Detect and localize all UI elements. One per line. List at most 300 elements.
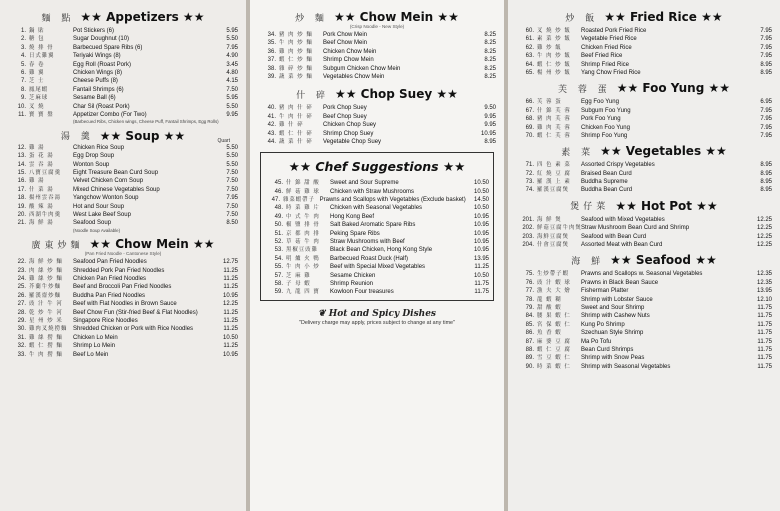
item-name: Seafood Soup bbox=[73, 220, 112, 227]
item-price: 9.95 bbox=[484, 122, 496, 129]
item-number: 87. bbox=[525, 338, 534, 345]
item-name: Sesame Ball (6) bbox=[73, 95, 116, 102]
item-number: 46. bbox=[274, 188, 283, 195]
hot-pot-section bbox=[516, 199, 772, 250]
item-chinese-name: 海鮮豆腐煲 bbox=[537, 233, 569, 240]
item-number: 84. bbox=[525, 313, 534, 320]
item-chinese-name: 魚 香 蝦 bbox=[537, 330, 562, 337]
menu-item-list bbox=[516, 270, 772, 371]
item-number: 62. bbox=[525, 44, 534, 51]
appetizers-section bbox=[8, 10, 238, 125]
item-name: Cheese Puffs (8) bbox=[73, 78, 118, 85]
menu-item-list bbox=[516, 98, 772, 140]
item-number: 60. bbox=[525, 28, 534, 34]
item-price: 11.25 bbox=[223, 317, 238, 324]
seafood-section bbox=[516, 253, 772, 371]
item-name: Straw Mushrooms with Beef bbox=[330, 239, 405, 246]
menu-item bbox=[516, 321, 772, 329]
seafood-heading: ★★ Seafood ★★ bbox=[610, 253, 717, 268]
item-name: Chicken with Straw Mushrooms bbox=[330, 188, 415, 195]
item-number: 50. bbox=[274, 222, 283, 229]
item-chinese-name: 雞 肉 芙 蓉 bbox=[537, 124, 571, 131]
item-chinese-name: 生炒帶子蝦 bbox=[537, 271, 569, 278]
item-number: 17. bbox=[17, 186, 26, 193]
menu-item bbox=[258, 130, 496, 138]
item-number: 51. bbox=[274, 230, 283, 237]
item-number: 20. bbox=[17, 211, 26, 218]
chop-suey-cn-heading: 什 碎 bbox=[296, 90, 329, 101]
item-number: 48. bbox=[274, 205, 283, 212]
item-chinese-name: 雜菜蝦帶子 bbox=[282, 197, 315, 204]
menu-panel-left bbox=[0, 0, 246, 511]
item-name: Beef Chow Fun (Stir-fried Beef & Flat Noodles) bbox=[73, 309, 198, 316]
menu-item bbox=[516, 329, 772, 337]
menu-item bbox=[8, 342, 238, 350]
item-number: 36. bbox=[267, 48, 276, 55]
item-price: 7.50 bbox=[226, 86, 238, 93]
item-price: 13.95 bbox=[473, 255, 489, 262]
item-name: Yang Chow Fried Rice bbox=[581, 69, 641, 76]
item-number: 33. bbox=[17, 351, 26, 358]
item-number: 22. bbox=[17, 259, 26, 266]
item-number: 69. bbox=[525, 124, 534, 131]
item-price: 10.95 bbox=[222, 351, 238, 358]
menu-item bbox=[258, 48, 496, 56]
menu-item-list bbox=[258, 31, 496, 81]
item-price: 12.25 bbox=[222, 301, 238, 308]
item-price: 14.50 bbox=[473, 197, 489, 204]
menu-item bbox=[8, 258, 238, 266]
item-name: Beef with Special Mixed Vegetables bbox=[330, 264, 426, 271]
item-number: 74. bbox=[525, 187, 534, 194]
item-price: 7.95 bbox=[760, 124, 772, 131]
item-number: 70. bbox=[525, 132, 534, 139]
item-name: Assorted Crispy Vegetables bbox=[581, 162, 655, 169]
item-chinese-name: 春 卷 bbox=[29, 61, 45, 68]
vegetables-cn-heading: 素 菜 bbox=[561, 147, 595, 158]
item-name: Chicken Wings (8) bbox=[73, 69, 123, 76]
menu-item bbox=[516, 98, 772, 106]
soup-note: (Noodle Soup Available) bbox=[73, 227, 121, 233]
item-price: 11.75 bbox=[474, 289, 489, 296]
appetizer-combo-note: (Barbecued Ribs, Chicken wings, Cheese Puff, Fantail Shrimps, Egg Rolls) bbox=[73, 119, 219, 125]
item-name: Vegetable Chop Suey bbox=[323, 138, 382, 145]
item-price: 7.95 bbox=[760, 116, 772, 123]
menu-item bbox=[516, 124, 772, 132]
item-number: 15. bbox=[17, 169, 26, 176]
item-number: 34. bbox=[267, 32, 276, 38]
menu-item-list bbox=[8, 144, 238, 228]
item-name: Szechuan Style Shrimp bbox=[581, 330, 644, 337]
item-name: Yangchow Wonton Soup bbox=[73, 195, 139, 202]
item-number: 6. bbox=[20, 69, 26, 76]
item-number: 19. bbox=[17, 203, 26, 210]
item-number: 45. bbox=[274, 180, 283, 187]
item-name: Egg Roll (Roast Pork) bbox=[73, 61, 132, 68]
menu-item bbox=[8, 44, 238, 52]
menu-item bbox=[8, 211, 238, 219]
item-name: Eight Treasure Bean Curd Soup bbox=[73, 169, 159, 176]
item-name: Shrimp with Lobster Sauce bbox=[581, 296, 653, 303]
item-name: Black Bean Chicken, Hong Kong Style bbox=[330, 247, 433, 254]
item-price: 12.10 bbox=[756, 296, 772, 303]
item-chinese-name: 牛 肉 炒 飯 bbox=[537, 53, 571, 60]
item-price: 8.95 bbox=[760, 187, 772, 194]
menu-item bbox=[258, 113, 496, 121]
item-price: 7.95 bbox=[760, 36, 772, 43]
hot-spicy-legend bbox=[258, 309, 496, 319]
item-name: Assorted Meat with Bean Curd bbox=[581, 242, 663, 249]
item-number: 49. bbox=[274, 213, 283, 220]
item-name: Vegetables Chow Mein bbox=[323, 73, 385, 80]
item-name: Singapore Rice Noodles bbox=[73, 317, 138, 324]
item-price: 8.95 bbox=[760, 162, 772, 169]
item-chinese-name: 牛 肉 什 碎 bbox=[279, 113, 313, 120]
item-chinese-name: 雞 絲 撈 麵 bbox=[29, 334, 63, 341]
item-price: 8.25 bbox=[484, 73, 496, 80]
item-price: 8.25 bbox=[484, 48, 496, 55]
item-price: 11.25 bbox=[223, 343, 238, 350]
item-number: 71. bbox=[525, 162, 534, 169]
item-number: 66. bbox=[525, 99, 534, 106]
item-name: Mixed Chinese Vegetables Soup bbox=[73, 186, 160, 193]
item-number: 40. bbox=[267, 105, 276, 112]
fried-rice-cn-heading: 炒 飯 bbox=[565, 13, 599, 24]
item-number: 35. bbox=[267, 40, 276, 47]
menu-item bbox=[516, 216, 772, 224]
cantonese-chow-mein-cn-heading: 廣東炒麵 bbox=[31, 240, 84, 251]
menu-item-list bbox=[516, 216, 772, 250]
menu-item bbox=[8, 267, 238, 275]
item-name: Pork Chop Suey bbox=[323, 105, 367, 112]
item-number: 14. bbox=[17, 161, 26, 168]
item-name: West Lake Beef Soup bbox=[73, 211, 131, 218]
item-number: 44. bbox=[267, 138, 276, 145]
item-name: Shrimp with Snow Peas bbox=[581, 355, 645, 362]
item-chinese-name: 鍋 貼 bbox=[29, 28, 45, 34]
item-chinese-name: 鳳尾蝦 bbox=[29, 86, 49, 93]
fried-rice-section bbox=[516, 10, 772, 77]
item-number: 16. bbox=[17, 178, 26, 185]
item-name: Salt Baked Aromatic Spare Ribs bbox=[330, 222, 416, 229]
item-name: Chicken Lo Mein bbox=[73, 334, 118, 341]
soup-section bbox=[8, 129, 238, 233]
menu-item bbox=[8, 52, 238, 60]
item-price: 12.35 bbox=[756, 279, 772, 286]
menu-item bbox=[8, 186, 238, 194]
item-price: 11.75 bbox=[757, 363, 772, 370]
item-chinese-name: 羅 漢 上 素 bbox=[537, 179, 571, 186]
item-number: 85. bbox=[525, 321, 534, 328]
item-name: Fisherman Platter bbox=[581, 288, 629, 295]
item-chinese-name: 芝麻球 bbox=[29, 95, 49, 102]
item-price: 10.95 bbox=[473, 222, 489, 229]
item-chinese-name: 四 色 素 菜 bbox=[537, 162, 571, 169]
item-price: 4.15 bbox=[226, 78, 238, 85]
menu-item bbox=[8, 177, 238, 185]
menu-item bbox=[8, 351, 238, 359]
item-chinese-name: 素 菜 炒 飯 bbox=[537, 36, 571, 43]
menu-item bbox=[516, 241, 772, 249]
item-name: Chicken Pan Fried Noodles bbox=[73, 275, 147, 282]
item-number: 53. bbox=[274, 247, 283, 254]
menu-item bbox=[8, 69, 238, 77]
menu-item bbox=[8, 144, 238, 152]
item-number: 68. bbox=[525, 116, 534, 123]
item-name: Beef Chow Mein bbox=[323, 40, 368, 47]
item-chinese-name: 中 式 牛 肉 bbox=[286, 213, 320, 220]
item-name: Beef and Broccoli Pan Fried Noodles bbox=[73, 284, 172, 291]
item-name: Shrimp Fried Rice bbox=[581, 61, 630, 68]
item-number: 30. bbox=[17, 326, 26, 333]
menu-item bbox=[8, 292, 238, 300]
item-chinese-name: 海 鮮 煲 bbox=[537, 216, 562, 223]
menu-item bbox=[516, 304, 772, 312]
item-number: 18. bbox=[17, 195, 26, 202]
item-price: 3.45 bbox=[226, 61, 238, 68]
item-price: 7.95 bbox=[760, 107, 772, 114]
item-number: 4. bbox=[20, 53, 26, 60]
item-name: Beef Fried Rice bbox=[581, 53, 623, 60]
item-number: 7. bbox=[20, 78, 26, 85]
item-number: 25. bbox=[17, 284, 26, 291]
item-number: 24. bbox=[17, 275, 26, 282]
menu-item bbox=[516, 178, 772, 186]
item-chinese-name: 豬 肉 什 碎 bbox=[279, 105, 313, 112]
menu-item bbox=[8, 300, 238, 308]
item-price: 12.25 bbox=[756, 242, 772, 249]
item-name: Hong Kong Beef bbox=[330, 213, 375, 220]
menu-item bbox=[265, 204, 489, 212]
item-price: 10.50 bbox=[473, 272, 489, 279]
item-name: Shrimp Chow Mein bbox=[323, 57, 374, 64]
menu-item bbox=[516, 132, 772, 140]
item-name: Chicken Foo Yung bbox=[581, 124, 630, 131]
item-name: Buddha Supreme bbox=[581, 179, 628, 186]
cantonese-chow-mein-section bbox=[8, 237, 238, 359]
item-number: 21. bbox=[17, 220, 26, 227]
item-number: 57. bbox=[274, 272, 283, 279]
item-name: Sweet and Sour Supreme bbox=[330, 180, 399, 187]
item-price: 4.80 bbox=[226, 69, 238, 76]
menu-item bbox=[258, 31, 496, 39]
item-price: 12.25 bbox=[756, 225, 772, 232]
item-name: Hot and Sour Soup bbox=[73, 203, 125, 210]
menu-item bbox=[8, 169, 238, 177]
item-number: 2. bbox=[20, 36, 26, 43]
item-name: Seafood Pan Fried Noodles bbox=[73, 259, 147, 266]
item-price: 10.95 bbox=[473, 213, 489, 220]
chow-mein-subtitle: (Crisp Noodle - New Style) bbox=[349, 24, 405, 29]
item-chinese-name: 雞 炒 飯 bbox=[537, 44, 562, 51]
item-chinese-name: 漁 夫 大 燴 bbox=[537, 288, 571, 295]
menu-item bbox=[8, 27, 238, 35]
item-price: 11.25 bbox=[474, 264, 489, 271]
item-name: Sesame Chicken bbox=[330, 272, 376, 279]
item-name: Beef with Flat Noodles in Brown Sauce bbox=[73, 301, 177, 308]
chop-suey-heading: ★★ Chop Suey ★★ bbox=[334, 87, 458, 102]
item-chinese-name: 京 都 肉 排 bbox=[286, 230, 320, 237]
item-chinese-name: 雜 碎 炒 麵 bbox=[279, 65, 313, 72]
item-number: 90. bbox=[525, 363, 534, 370]
hot-spicy-label: Hot and Spicy Dishes bbox=[328, 308, 436, 319]
item-chinese-name: 雞 什 碎 bbox=[279, 122, 304, 129]
item-name: Prawns in Black Bean Sauce bbox=[581, 279, 659, 286]
item-chinese-name: 黑椒豆豉雞 bbox=[286, 247, 318, 254]
item-price: 11.75 bbox=[757, 346, 772, 353]
item-number: 43. bbox=[267, 130, 276, 137]
item-price: 8.25 bbox=[484, 57, 496, 64]
item-number: 5. bbox=[20, 61, 26, 68]
item-chinese-name: 蝦 仁 豆 腐 bbox=[537, 346, 571, 353]
menu-item bbox=[516, 69, 772, 77]
menu-item bbox=[8, 94, 238, 102]
menu-item bbox=[265, 179, 489, 187]
menu-item bbox=[516, 27, 772, 35]
item-price: 6.95 bbox=[760, 99, 772, 106]
item-chinese-name: 什會豆腐煲 bbox=[537, 242, 569, 249]
item-price: 8.95 bbox=[484, 138, 496, 145]
chow-mein-section bbox=[258, 10, 496, 81]
item-chinese-name: 燒 排 骨 bbox=[29, 44, 54, 51]
item-name: Braised Bean Curd bbox=[581, 170, 632, 177]
item-chinese-name: 蝦 仁 什 碎 bbox=[279, 130, 313, 137]
item-chinese-name: 乾 炒 牛 河 bbox=[29, 309, 63, 316]
item-price: 12.25 bbox=[756, 233, 772, 240]
menu-item bbox=[258, 104, 496, 112]
item-number: 59. bbox=[274, 289, 283, 296]
appetizers-heading: ★★ Appetizers ★★ bbox=[80, 10, 205, 24]
vegetables-heading: ★★ Vegetables ★★ bbox=[600, 144, 727, 159]
soup-heading: ★★ Soup ★★ bbox=[99, 128, 186, 143]
menu-item bbox=[265, 188, 489, 196]
item-name: Pork Chow Mein bbox=[323, 32, 368, 38]
item-number: 61. bbox=[525, 36, 534, 43]
item-name: Chicken Chop Suey bbox=[323, 122, 377, 129]
item-chinese-name: 九 龍 四 寶 bbox=[286, 289, 320, 296]
item-number: 39. bbox=[267, 73, 276, 80]
menu-item bbox=[516, 233, 772, 241]
item-name: Prawns and Scallops with Vegetables (Exclude basket) bbox=[319, 197, 466, 204]
menu-item-list bbox=[265, 179, 489, 296]
item-price: 10.50 bbox=[473, 205, 489, 212]
item-name: Shrimp Lo Mein bbox=[73, 343, 116, 350]
item-number: 54. bbox=[274, 255, 283, 262]
item-name: Shrimp Chop Suey bbox=[323, 130, 374, 137]
item-name: Chicken Fried Rice bbox=[581, 44, 632, 51]
item-number: 75. bbox=[525, 271, 534, 278]
item-chinese-name: 肉 絲 炒 麵 bbox=[29, 267, 63, 274]
menu-item bbox=[258, 39, 496, 47]
item-price: 10.95 bbox=[473, 239, 489, 246]
item-name: Vegetable Fried Rice bbox=[581, 36, 637, 43]
item-chinese-name: 海 鮮 炒 麵 bbox=[29, 259, 63, 266]
menu-item bbox=[516, 35, 772, 43]
item-price: 7.95 bbox=[760, 132, 772, 139]
item-chinese-name: 雞 絲 炒 麵 bbox=[29, 275, 63, 282]
hot-pot-cn-heading: 煲仔菜 bbox=[570, 202, 610, 213]
item-name: Shrimp with Cashew Nuts bbox=[581, 313, 650, 320]
menu-panel-right bbox=[508, 0, 780, 511]
item-price: 13.95 bbox=[756, 288, 772, 295]
item-price: 9.50 bbox=[484, 105, 496, 112]
item-price: 12.35 bbox=[756, 271, 772, 278]
item-price: 10.50 bbox=[222, 334, 238, 341]
menu-item bbox=[516, 44, 772, 52]
item-number: 47. bbox=[271, 197, 280, 204]
item-number: 52. bbox=[274, 239, 283, 246]
item-price: 5.50 bbox=[226, 161, 238, 168]
menu-item bbox=[516, 161, 772, 169]
item-chinese-name: 草 菇 牛 肉 bbox=[286, 239, 320, 246]
item-name: Velvet Chicken Corn Soup bbox=[73, 178, 144, 185]
item-name: Shredded Pork Pan Fried Noodles bbox=[73, 267, 165, 274]
menu-item-list bbox=[258, 104, 496, 146]
item-chinese-name: 麻 婆 豆 腐 bbox=[537, 338, 571, 345]
menu-item-list bbox=[516, 27, 772, 77]
menu-item bbox=[516, 270, 772, 278]
item-name: Subgum Foo Yung bbox=[581, 107, 631, 114]
item-chinese-name: 日式雞翼 bbox=[29, 53, 55, 60]
item-number: 38. bbox=[267, 65, 276, 72]
item-price: 11.25 bbox=[223, 309, 238, 316]
item-price: 7.50 bbox=[226, 211, 238, 218]
cantonese-chow-mein-subtitle: (Pan Fried Noodle - Cantonese Style) bbox=[84, 251, 162, 257]
item-price: 9.95 bbox=[484, 113, 496, 120]
item-chinese-name: 雞 湯 bbox=[29, 178, 45, 185]
item-chinese-name: 八寶豆腐羹 bbox=[29, 169, 61, 176]
item-name: Seafood with Bean Curd bbox=[581, 233, 647, 240]
menu-item bbox=[8, 275, 238, 283]
menu-item bbox=[8, 103, 238, 111]
menu-item bbox=[8, 203, 238, 211]
item-name: Kung Po Shrimp bbox=[581, 321, 625, 328]
item-number: 58. bbox=[274, 280, 283, 287]
item-chinese-name: 蝦 仁 炒 麵 bbox=[279, 57, 313, 64]
item-price: 8.25 bbox=[484, 40, 496, 47]
item-name: Teriyaki Wings (8) bbox=[73, 53, 121, 60]
item-chinese-name: 什 錦 甜 酸 bbox=[286, 180, 320, 187]
item-number: 9. bbox=[20, 95, 26, 102]
item-chinese-name: 牛 肉 撈 麵 bbox=[29, 351, 63, 358]
menu-item bbox=[258, 121, 496, 129]
item-number: 28. bbox=[17, 309, 26, 316]
item-chinese-name: 雞 肉 炒 麵 bbox=[279, 48, 313, 55]
item-number: 13. bbox=[17, 153, 26, 160]
item-number: 64. bbox=[525, 61, 534, 68]
item-price: 8.50 bbox=[226, 220, 238, 227]
menu-item bbox=[258, 56, 496, 64]
fried-rice-heading: ★★ Fried Rice ★★ bbox=[604, 10, 723, 24]
item-number: 42. bbox=[267, 122, 276, 129]
item-number: 63. bbox=[525, 53, 534, 60]
menu-item bbox=[8, 35, 238, 43]
menu-item-list bbox=[8, 258, 238, 359]
item-chinese-name: 明 爐 火 鴨 bbox=[286, 255, 320, 262]
item-name: Buddha Bean Curd bbox=[581, 187, 633, 194]
menu-item bbox=[516, 338, 772, 346]
menu-item bbox=[516, 346, 772, 354]
item-price: 5.95 bbox=[226, 95, 238, 102]
item-name: Appetizer Combo (For Two) bbox=[73, 111, 147, 118]
menu-item bbox=[516, 61, 772, 69]
item-name: Barbecued Spare Ribs (6) bbox=[73, 44, 143, 51]
item-name: Subgum Chicken Chow Mein bbox=[323, 65, 401, 72]
item-name: Straw Mushroom Bean Curd and Shrimp bbox=[581, 225, 690, 232]
item-name: Seafood with Mixed Vegetables bbox=[581, 216, 665, 223]
item-chinese-name: 龍 蝦 糊 bbox=[537, 296, 562, 303]
item-chinese-name: 寶 寶 盤 bbox=[29, 111, 54, 118]
